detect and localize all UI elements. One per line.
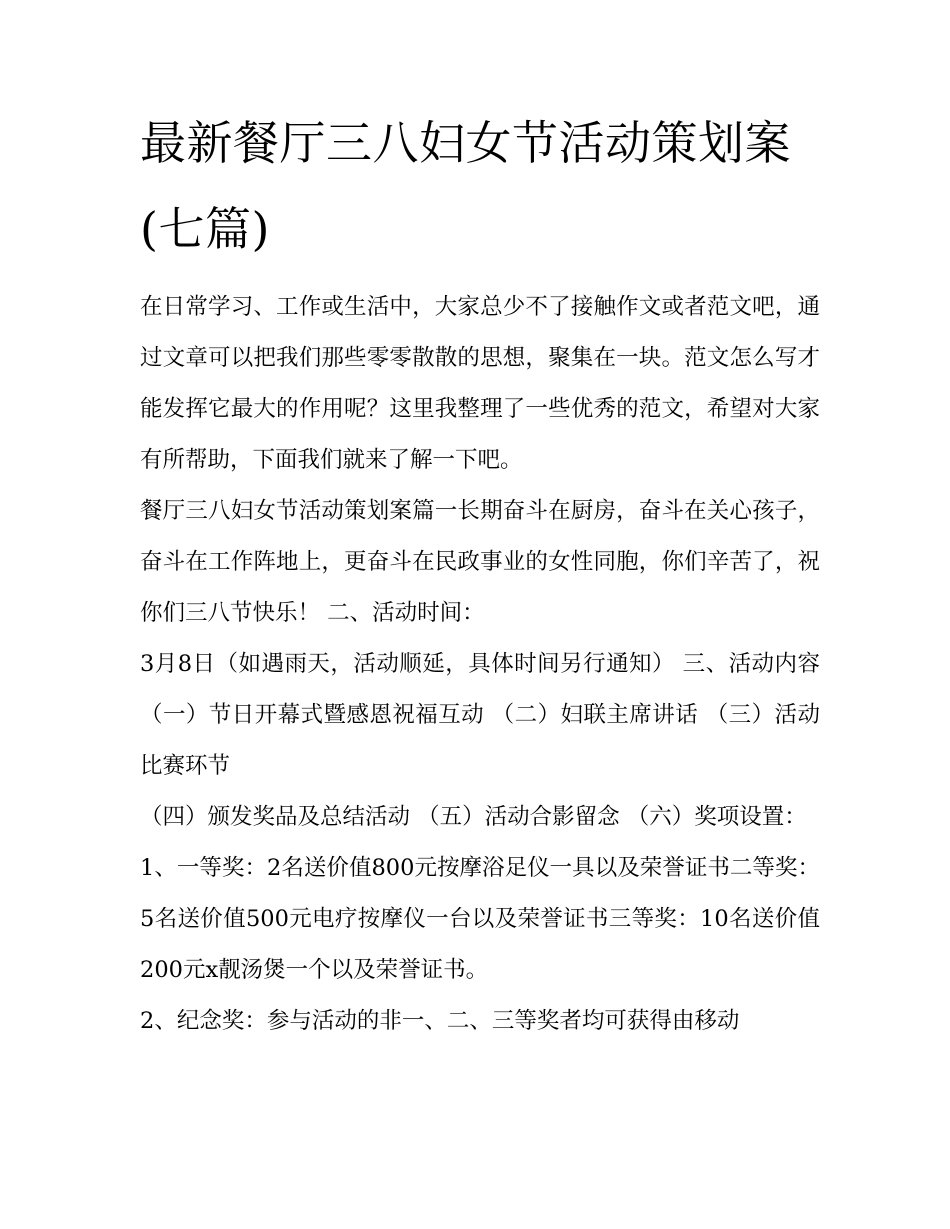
paragraph-article-one: 餐厅三八妇女节活动策划案篇一长期奋斗在厨房，奋斗在关心孩子，奋斗在工作阵地上，更奋斗在民政事业的女性同胞，你们辛苦了，祝你们三八节快乐！ 二、活动时间： — [140, 498, 820, 626]
paragraph-intro: 在日常学习、工作或生活中，大家总少不了接触作文或者范文吧，通过文章可以把我们那些零零散散的思想，聚集在一块。范文怎么写才能发挥它最大的作用呢？这里我整理了一些优秀的范文，希望对大家有所帮助，下面我们就来了解一下吧。 — [140, 294, 820, 473]
paragraph-time-content: 3月8日（如遇雨天，活动顺延，具体时间另行通知） 三、活动内容 （一）节日开幕式暨感恩祝福互动 （二）妇联主席讲话 （三）活动比赛环节 — [140, 651, 820, 779]
document-title: 最新餐厅三八妇女节活动策划案(七篇) — [140, 116, 791, 256]
document-page — [140, 100, 820, 1047]
paragraph-souvenir-prize: 2、纪念奖：参与活动的非一、二、三等奖者均可获得由移动 — [140, 1008, 740, 1034]
paragraph-first-prize: 1、一等奖：2名送价值800元按摩浴足仪一具以及荣誉证书二等奖：5名送价值500元电疗按摩仪一台以及荣誉证书三等奖：10名送价值200元x靓汤煲一个以及荣誉证书。 — [140, 855, 820, 983]
paragraph-awards-setup: （四）颁发奖品及总结活动 （五）活动合影留念 （六）奖项设置： — [140, 804, 807, 830]
